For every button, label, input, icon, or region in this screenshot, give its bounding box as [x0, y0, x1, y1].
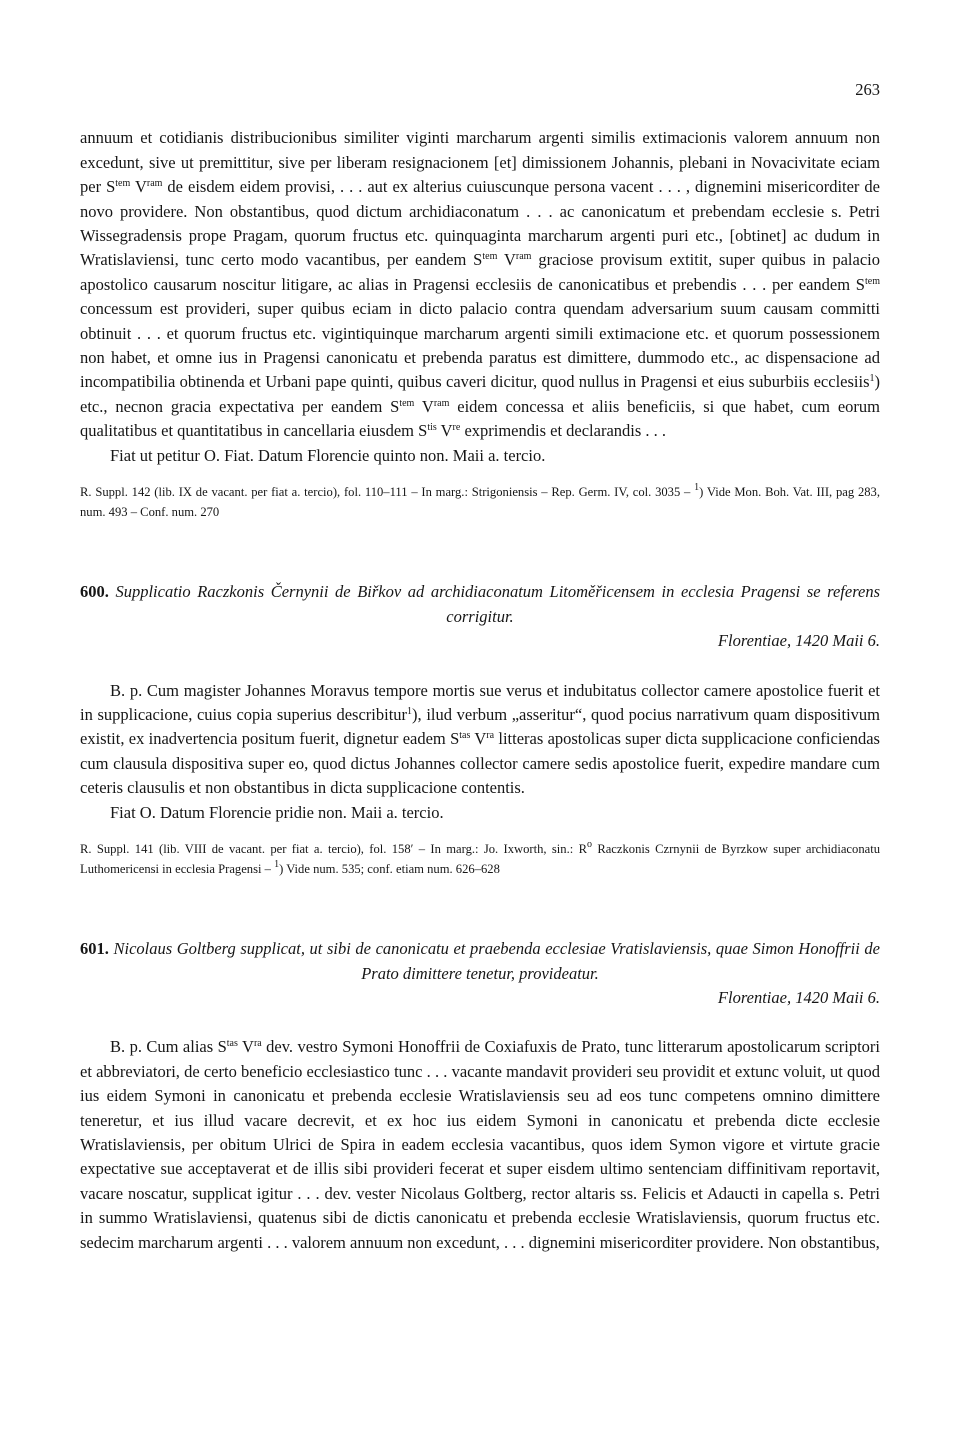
source-note: R. Suppl. 142 (lib. IX de vacant. per fiat a. tercio), fol. 110–111 – In marg.: Strigoniensis – Rep. Germ. IV, col. 3035 – $^1$) Vide Mon. Boh. Vat. III, pag 283, num. 493 – Conf. num. 270 — [80, 482, 880, 519]
entry-place-date: Florentiae, 1420 Maii 6. — [717, 987, 880, 1007]
entry-title: Nicolaus Goltberg supplicat, ut sibi de canonicatu et praebenda ecclesiae Vratislaviensis, quae Simon Honoffrii de Prato dimittere tenetur, provideatur. — [113, 939, 880, 983]
entry-title: Supplicatio Raczkonis Černynii de Biřkov ad archidiaconatum Litoměřicensem in ecclesia Pragensi se referens corrigitur. — [115, 582, 881, 626]
fiat-line: Fiat O. Datum Florencie pridie non. Maii a. tercio. — [110, 802, 444, 822]
entry-place-date: Florentiae, 1420 Maii 6. — [717, 631, 880, 651]
entry-body: B. p. Cum magister Johannes Moravus tempore mortis sue verus et indubitatus collector camere apostolice fuerit et in supplicacione, cuius copia superius describitur$^1$), ilud verbum „asseritur“, quod pocius narrativum quam dispositivum existit, ex inadvertencia positum fuerit, dignetur eadem $S^{tas}$ $V^{ra}$ litteras apostolicas super dicta supplicacione conficiendas cum clausula dispositiva super eo, quod dictus Johannes collector camere sedis apostolice fuerit, expedire mandare cum ceteris clausulis et non obstantibus in dicta supplicacione contentis. — [80, 680, 880, 798]
entry-heading — [80, 580, 880, 629]
entry-body: B. p. Cum alias $S^{tas}$ $V^{ra}$ dev. vestro Symoni Honoffrii de Coxiafuxis de Prato, tunc litterarum apostolicarum scriptori et abbreviatori, de certo beneficio ecclesiastico tunc . . . vacante mandavit provideri seu providit et extunc voluit, ut quod ius eidem Symoni in canonicatu et prebenda ecclesie Wratislaviensis seu ad eos tunc competens omnino dimittere teneretur, et ius illud vacare decrevit, et ex hoc ius eidem Symoni in canonicatu et prebenda dicte ecclesie Wratislaviensis, per obitum Ulrici de Spira in eadem ecclesia vacantibus, quos idem Symon vigore et virtute gracie expectative sue acceptaverat et de illis sibi provideri fecerat et super eisdem ultimo sentenciam diffinitivam reportavit, vacare noscatur, supplicat igitur . . . dev. vester Nicolaus Goltberg, rector altaris ss. Felicis et Adaucti in capella s. Petri in summo Wratislaviensi, quatenus sibi de dictis canonicatu et prebenda ecclesie Wratislaviensis, quorum fructus etc. sedecim marcharum argenti . . . valorem annuum non excedunt, . . . dignemini misericorditer providere. Non obstantibus, — [80, 1037, 880, 1252]
document-page — [80, 78, 880, 1255]
entry-number: 600. — [80, 582, 109, 602]
source-note: R. Suppl. 141 (lib. VIII de vacant. per fiat a. tercio), fol. 158′ – In marg.: Jo. Ixworth, sin.: $R^o$ Raczkonis Czrnynii de Byrzkow super archidiaconatu Luthomericensi in ecclesia Pragensi – $^1$) Vide num. 535; conf. etiam num. 626–628 — [80, 838, 881, 876]
entry-600 — [80, 580, 880, 879]
entry-601 — [80, 937, 880, 1255]
fiat-line: Fiat ut petitur O. Fiat. Datum Florencie quinto non. Maii a. tercio. — [110, 445, 546, 465]
continuation-paragraph: annuum et cotidianis distribucionibus similiter viginti marcharum argenti similis extimacionis valorem annuum non excedunt, sive ut premittitur, sive per liberam resignacionem [et] dimissionem Johannis, plebani in Novacivitate eciam per $S^{tem}$ $V^{ram}$ de eisdem eidem provisi, . . . aut ex alterius cuiuscunque persona vacent . . . , dignemini misericorditer de novo providere. Non obstantibus, quod dictum archidiaconatum . . . ac canonicatum et prebendam ecclesie s. Petri Wissegradensis prope Pragam, quorum fructus etc. quinquaginta marcharum argenti puri etc., [obtinet] ac dudum in Wratislaviensi, tunc certo modo vacantibus, per eandem $S^{tem}$ $V^{ram}$ graciose provisum extitit, super quibus in palacio apostolico causarum noscitur litigare, ac alias in Pragensi ecclesiis de canonicatibus et prebendis . . . per eandem $S^{tem}$ concessum est provideri, super quibus eciam in dicto palacio contra quendam adversarium suum causam committi obtinuit . . . et quorum fructus etc. vigintiquinque marcharum argenti simili extimacione etc. et quorum possessionem non habet, et omne ius in Pragensi canonicatu et prebenda paratus est dimittere, dummodo etc., ac dispensacione ad incompatibilia obtinenda et Urbani pape quinti, quibus caveri dicitur, quod nullus in Pragensi et eius suburbiis ecclesiis$^1$) etc., necnon gracia expectativa per eandem $S^{tem}$ $V^{ram}$ eidem concessa et aliis beneficiis, si que habet, cum eorum qualitatibus et quantitatibus in cancellaria eiusdem $S^{tis}$ Vre exprimendis et declarandis . . . — [80, 128, 880, 441]
entry-number: 601. — [80, 939, 109, 959]
entry-heading — [80, 937, 880, 986]
page-number: 263 — [855, 80, 880, 99]
